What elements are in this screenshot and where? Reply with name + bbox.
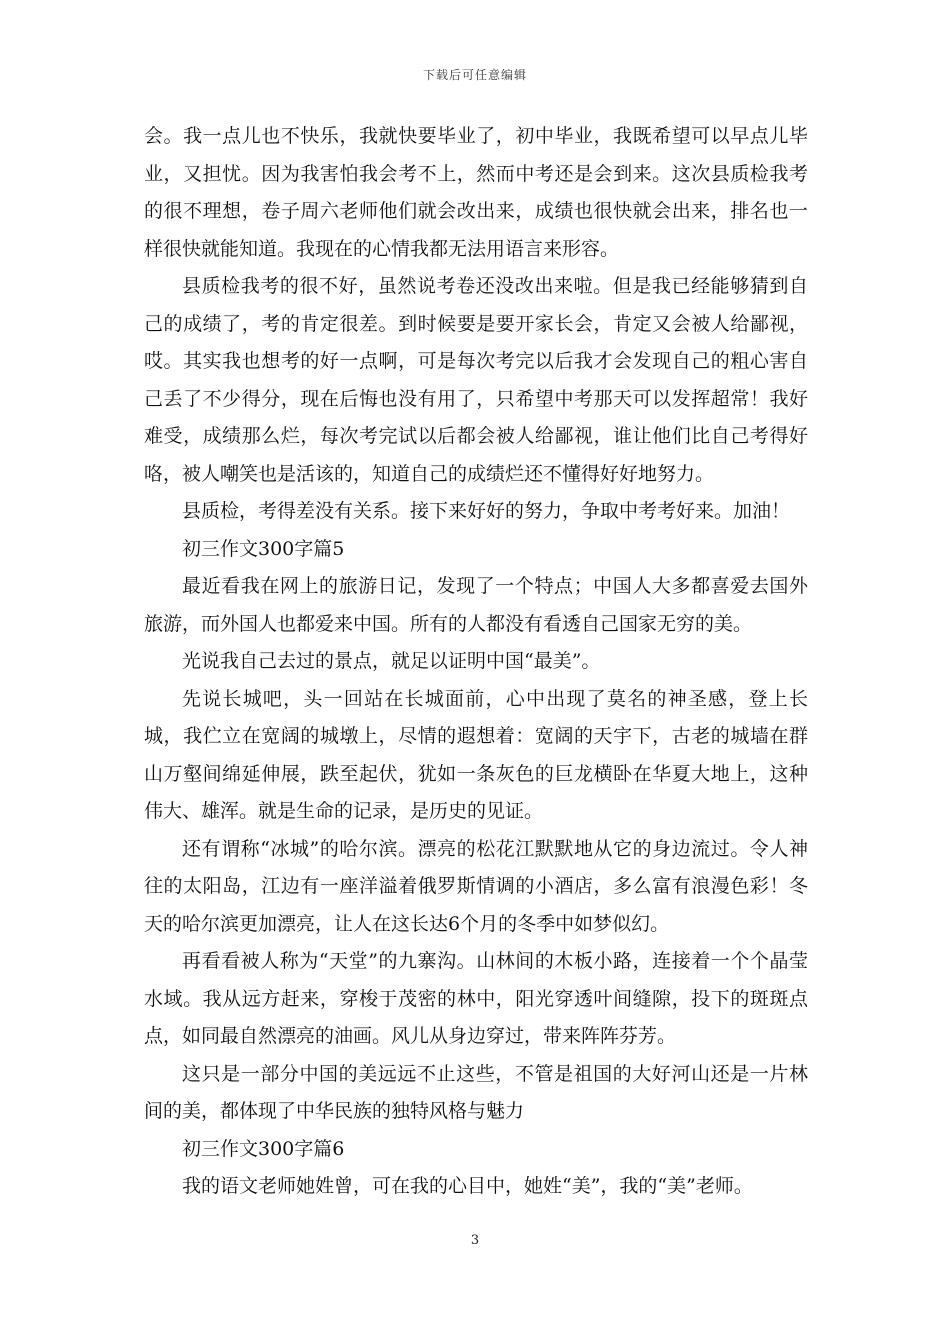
paragraph-12: 我的语文老师她姓曾，可在我的心目中，她姓“美”，我的“美”老师。 — [182, 1175, 753, 1197]
paragraph-5: 最近看我在网上的旅游日记，发现了一个特点；中国人大多都喜爱去国外旅游，而外国人也都爱来中国。所有的人都没有看透自己国家无穷的美。 — [144, 575, 808, 635]
page-number: 3 — [470, 1233, 480, 1248]
paragraph-2: 县质检我考的很不好，虽然说考卷还没改出来啦。但是我已经能够猜到自己的成绩了，考的肯定很差。到时候要是要开家长会，肯定又会被人给鄙视，哎。其实我也想考的好一点啊，可是每次考完以后我才会发现自己的粗心害自己丢了不少得分，现在后悔也没有用了，只希望中考那天可以发挥超常！我好难受，成绩那么烂，每次考完试以后都会被人给鄙视，谁让他们比自己考得好咯，被人嘲笑也是活该的，知道自己的成绩烂还不懂得好好地努力。 — [144, 275, 808, 485]
paragraph-7: 先说长城吧，头一回站在长城面前，心中出现了莫名的神圣感，登上长城，我伫立在宽阔的城墩上，尽情的遐想着：宽阔的天宇下，古老的城墙在群山万壑间绵延伸展，跌至起伏，犹如一条灰色的巨龙横卧在华夏大地上，这种伟大、雄浑。就是生命的记录，是历史的见证。 — [144, 687, 808, 822]
document-body — [144, 118, 808, 1206]
paragraph-6: 光说我自己去过的景点，就足以证明中国“最美”。 — [182, 650, 601, 672]
section-heading-5: 初三作文300字篇5 — [182, 537, 345, 560]
page-header-note: 下载后可任意编辑 — [422, 68, 527, 82]
paragraph-9: 再看看被人称为“天堂”的九寨沟。山林间的木板小路，连接着一个个晶莹水域。我从远方赶来，穿梭于茂密的林中，阳光穿透叶间缝隙，投下的斑斑点点，如同最自然漂亮的油画。风儿从身边穿过，带来阵阵芬芳。 — [144, 950, 808, 1047]
paragraph-8: 还有谓称“冰城”的哈尔滨。漂亮的松花江默默地从它的身边流过。令人神往的太阳岛，江边有一座洋溢着俄罗斯情调的小酒店，多么富有浪漫色彩！冬天的哈尔滨更加漂亮，让人在这长达6个月的冬季中如梦似幻。 — [144, 837, 808, 935]
section-heading-6: 初三作文300字篇6 — [182, 1137, 345, 1160]
paragraph-3: 县质检，考得差没有关系。接下来好好的努力，争取中考考好来。加油！ — [182, 500, 791, 522]
paragraph-1: 会。我一点儿也不快乐，我就快要毕业了，初中毕业，我既希望可以早点儿毕业，又担忧。因为我害怕我会考不上，然而中考还是会到来。这次县质检我考的很不理想，卷子周六老师他们就会改出来，成绩也很快就会出来，排名也一样很快就能知道。我现在的心情我都无法用语言来形容。 — [144, 125, 808, 260]
paragraph-10: 这只是一部分中国的美远远不止这些，不管是祖国的大好河山还是一片林间的美，都体现了中华民族的独特风格与魅力 — [144, 1062, 808, 1122]
